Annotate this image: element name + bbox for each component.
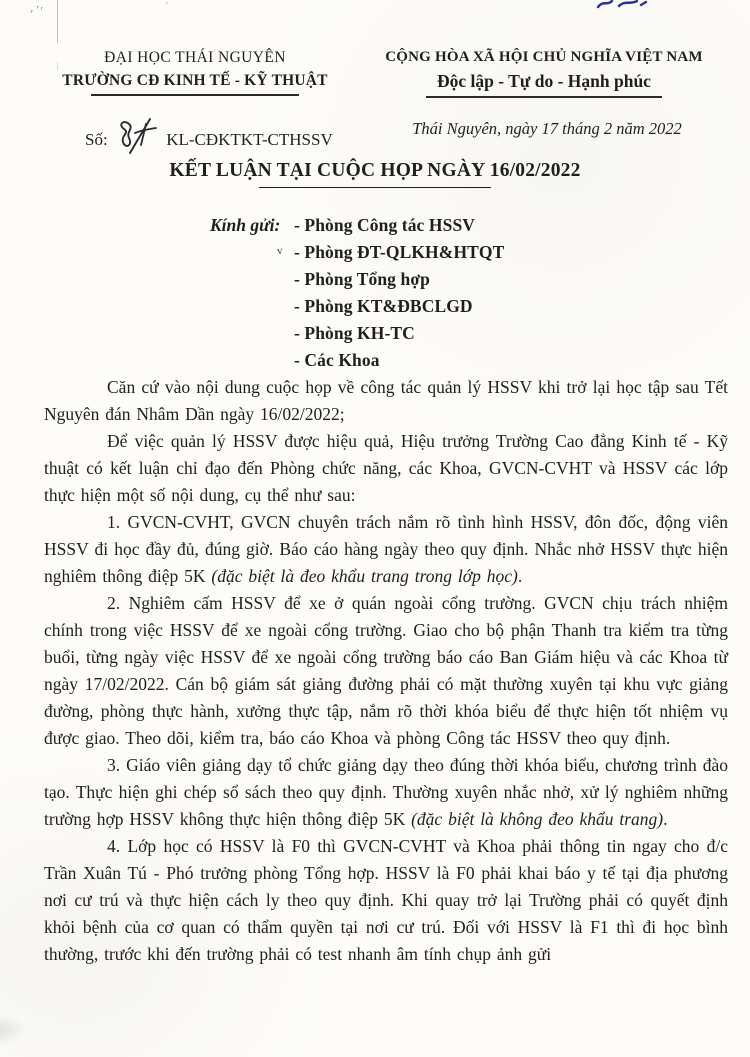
paragraph-item-2: [44, 590, 728, 752]
motto-divider: [426, 96, 662, 98]
handwritten-number-icon: [115, 117, 165, 155]
recipients-list: [294, 212, 504, 374]
issuer-block: [36, 48, 354, 98]
paragraph-preamble-1: [44, 374, 728, 428]
recipient-item-phong-dt-qlkh-htqt: - Phòng ĐT-QLKH&HTQT: [294, 242, 505, 263]
scan-artifact-tick: ': [166, 1, 168, 12]
recipients-block: [0, 212, 750, 374]
issuer-parent-name: ĐẠI HỌC THÁI NGUYÊN: [104, 49, 286, 66]
place-and-date: Thái Nguyên, ngày 17 tháng 2 năm 2022: [412, 118, 682, 138]
document-number-label: Số:: [85, 129, 108, 149]
recipient-item-phong-kh-tc: - Phòng KH-TC: [294, 323, 415, 344]
pen-check-mark: v: [276, 245, 284, 258]
scan-artifact-smudge: [0, 1015, 26, 1045]
recipient-item-cac-khoa: - Các Khoa: [294, 350, 380, 371]
paragraph-item-3: [44, 752, 728, 833]
paragraph-text: 1. GVCN-CVHT, GVCN chuyên trách nắm rõ tình hình HSSV, đôn đốc, động viên HSSV đi học đầy đủ, đúng giờ. Báo cáo hàng ngày theo quy định. Nhắc nhở HSSV thực hiện nghiêm thông điệp 5K: [44, 512, 728, 587]
national-title: CỘNG HÒA XÃ HỘI CHỦ NGHĨA VIỆT NAM: [385, 49, 703, 65]
paragraph-text: 3. Giáo viên giảng dạy tổ chức giảng dạy theo đúng thời khóa biểu, chương trình đào tạo. Thực hiện ghi chép sổ sách theo quy định. Thường xuyên nhắc nhở, xử lý nghiêm những trường hợp HSSV không thực hiện thông điệp 5K: [44, 755, 728, 830]
title-divider: [259, 187, 491, 189]
recipient-item-phong-tong-hop: - Phòng Tổng hợp: [294, 269, 430, 290]
paragraph-text: 4. Lớp học có HSSV là F0 thì GVCN-CVHT và Khoa phải thông tin ngay cho đ/c Trần Xuân Tú - Phó trưởng phòng Tổng hợp. HSSV là F0 phải khai báo y tế tại địa phương nơi cư trú và thực hiện cách ly theo quy định. Khi quay trở lại Trường phải có quyết định khỏi bệnh của cơ quan có thẩm quyền tại nơi cư trú. Đối với HSSV là F1 thì đi học bình thường, trước khi đến trường phải có test nhanh âm tính chụp ảnh gửi: [44, 836, 728, 965]
issuer-divider: [91, 94, 299, 96]
document-title: KẾT LUẬN TẠI CUỘC HỌP NGÀY 16/02/2022: [169, 159, 581, 181]
recipient-item-phong-cong-tac-hssv: - Phòng Công tác HSSV: [294, 215, 476, 236]
issuer-school-name: TRƯỜNG CĐ KINH TẾ - KỸ THUẬT: [62, 72, 328, 89]
recipient-item-phong-kt-dbclgd: - Phòng KT&ĐBCLGD: [294, 296, 473, 317]
recipients-label: Kính gửi:: [210, 215, 281, 236]
paragraph-item-4: [44, 833, 728, 968]
meta-row: [0, 110, 750, 150]
paragraph-text: 2. Nghiêm cấm HSSV để xe ở quán ngoài cổng trường. GVCN chịu trách nhiệm chính trong việc HSSV để xe ngoài cổng trường. Giao cho bộ phận Thanh tra kiểm tra từng buổi, từng ngày việc HSSV để xe ngoài cổng trường báo cáo Ban Giám hiệu và các Khoa từ ngày 17/02/2022. Cán bộ giám sát giảng đường phải có mặt thường xuyên tại khu vực giảng đường, phòng thực hành, xưởng thực tập, nắm rõ thời khóa biểu để thực hiện tốt nhiệm vụ được giao. Theo dõi, kiểm tra, báo cáo Khoa và phòng Công tác HSSV theo quy định.: [44, 593, 728, 749]
document-body: [0, 374, 750, 968]
document-number: [36, 110, 354, 155]
paragraph-text: Căn cứ vào nội dung cuộc họp về công tác quản lý HSSV khi trở lại học tập sau Tết Nguyên đán Nhâm Dần ngày 16/02/2022;: [44, 377, 728, 425]
paragraph-text-italic: (đặc biệt là đeo khẩu trang trong lớp học): [211, 566, 518, 587]
scan-artifact-scratch: ,'': [29, 2, 46, 18]
paragraph-text: .: [517, 566, 523, 587]
paragraph-text: .: [663, 809, 668, 830]
national-motto-block: [354, 48, 734, 98]
paragraph-preamble-2: [44, 428, 728, 509]
national-motto: Độc lập - Tự do - Hạnh phúc: [437, 71, 651, 91]
paragraph-text-italic: (đặc biệt là không đeo khẩu trang): [411, 809, 664, 830]
paragraph-text: Để việc quản lý HSSV được hiệu quả, Hiệu trưởng Trường Cao đẳng Kinh tế - Kỹ thuật có kết luận chỉ đạo đến Phòng chức năng, các Khoa, GVCN-CVHT và HSSV các lớp thực hiện một số nội dung, cụ thể như sau:: [44, 431, 728, 506]
paragraph-item-1: [44, 509, 728, 590]
title-block: [0, 158, 750, 189]
document-number-printed: KL-CĐKTKT-CTHSSV: [166, 129, 333, 149]
document-header: [0, 0, 750, 98]
